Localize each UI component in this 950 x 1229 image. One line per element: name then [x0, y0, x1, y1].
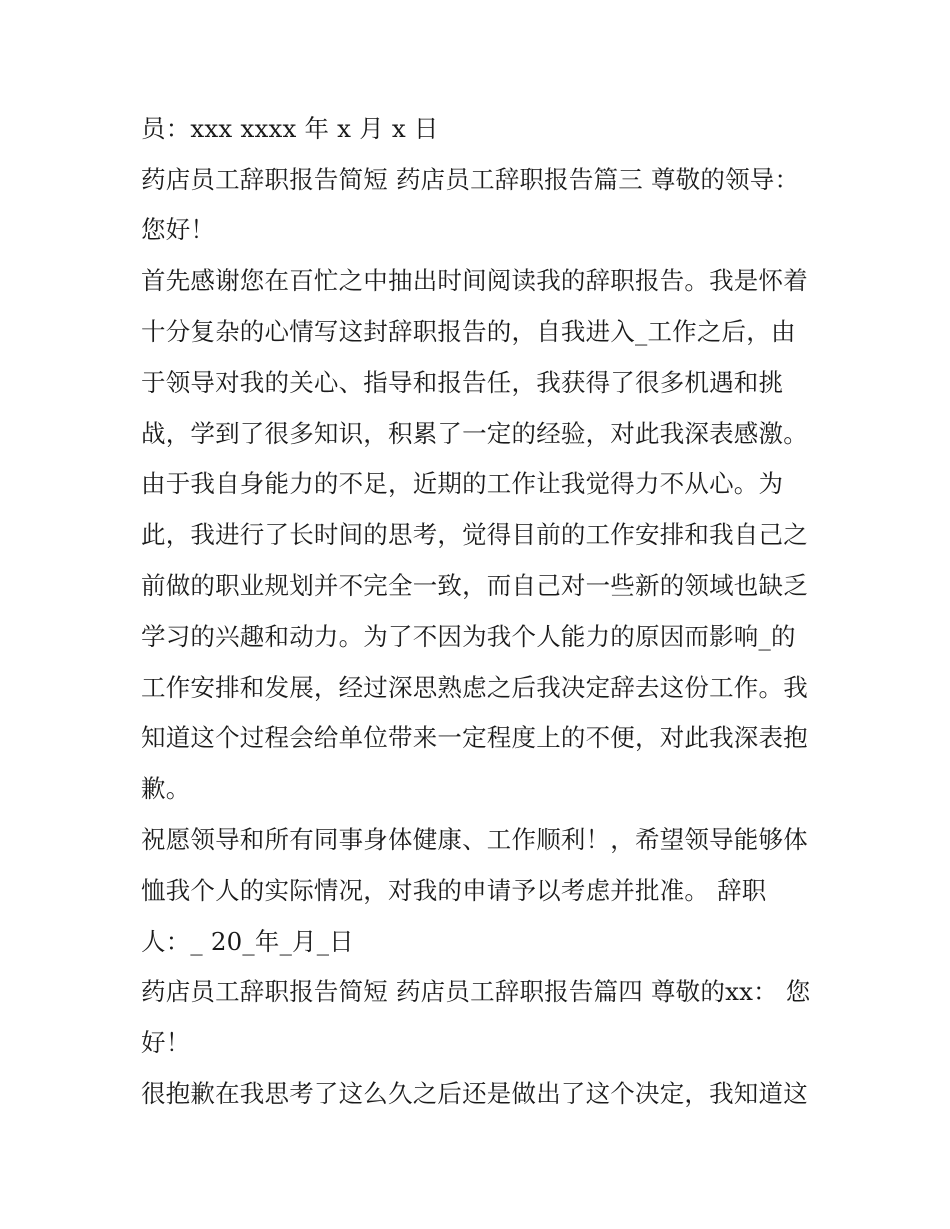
text-line: 员：xxx xxxx 年 x 月 x 日 — [141, 114, 439, 143]
text-line: 祝愿领导和所有同事身体健康、工作顺利！，希望领导能够体 — [141, 825, 808, 854]
text-line: 学习的兴趣和动力。为了不因为我个人能力的原因而影响_的 — [141, 622, 796, 651]
text-line: 药店员工辞职报告简短 药店员工辞职报告篇三 尊敬的领导： — [141, 165, 800, 194]
text-line: 前做的职业规划并不完全一致，而自己对一些新的领域也缺乏 — [141, 571, 808, 600]
text-line: 此，我进行了长时间的思考，觉得目前的工作安排和我自己之 — [141, 520, 808, 549]
text-line: 由于我自身能力的不足，近期的工作让我觉得力不从心。为 — [141, 469, 784, 498]
text-line: 十分复杂的心情写这封辞职报告的，自我进入_工作之后，由 — [141, 317, 796, 346]
text-line: 于领导对我的关心、指导和报告任，我获得了很多机遇和挑 — [141, 368, 784, 397]
text-line: 药店员工辞职报告简短 药店员工辞职报告篇四 尊敬的xx： 您 — [141, 977, 811, 1006]
text-line: 知道这个过程会给单位带来一定程度上的不便，对此我深表抱 — [141, 723, 808, 752]
text-line: 战，学到了很多知识，积累了一定的经验，对此我深表感激。 — [141, 419, 808, 448]
text-line: 工作安排和发展，经过深思熟虑之后我决定辞去这份工作。我 — [141, 673, 808, 702]
text-line: 好！ — [141, 1028, 191, 1057]
text-line: 恤我个人的实际情况，对我的申请予以考虑并批准。 辞职 — [141, 876, 767, 905]
text-line: 人：_ 20_年_月_日 — [141, 927, 354, 956]
text-line: 您好！ — [141, 215, 216, 244]
text-line: 首先感谢您在百忙之中抽出时间阅读我的辞职报告。我是怀着 — [141, 266, 808, 295]
text-line: 很抱歉在我思考了这么久之后还是做出了这个决定，我知道这 — [141, 1079, 808, 1108]
text-line: 歉。 — [141, 774, 191, 803]
